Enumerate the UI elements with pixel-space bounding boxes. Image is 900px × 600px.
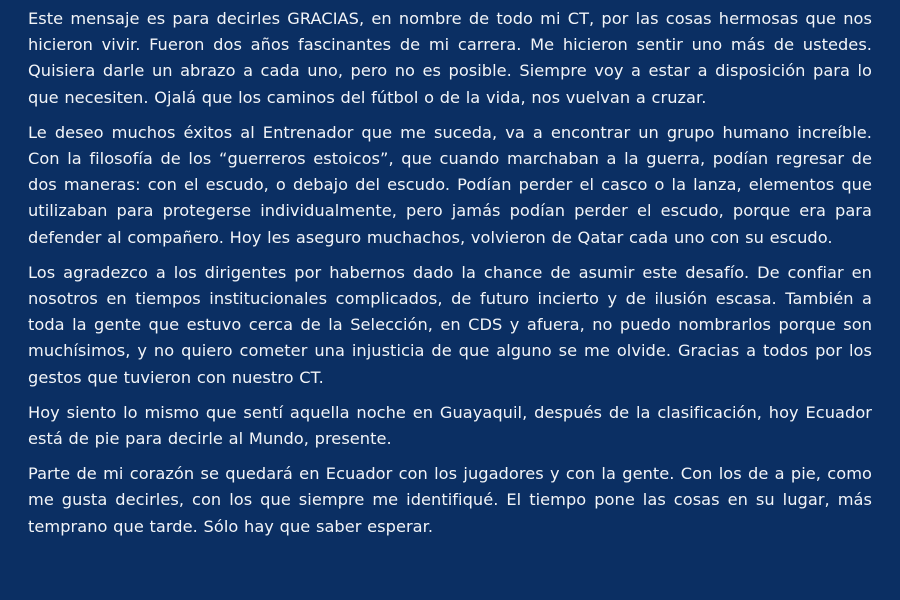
letter-paragraph-4: Hoy siento lo mismo que sentí aquella noche en Guayaquil, después de la clasificación, hoy Ecuador está de pie para decirle al Mundo, presente. [28,402,872,449]
letter-paragraph-1: Este mensaje es para decirles GRACIAS, en nombre de todo mi CT, por las cosas hermosas que nos hicieron vivir. Fueron dos años fascinantes de mi carrera. Me hicieron sentir uno más de ustedes. Quisiera darle un abrazo a cada uno, pero no es posible. Siempre voy a estar a disposición para lo que necesiten. Ojalá que los caminos del fútbol o de la vida, nos vuelvan a cruzar. [28,9,872,107]
letter-paragraph-2: Le deseo muchos éxitos al Entrenador que me suceda, va a encontrar un grupo humano increíble. Con la filosofía de los “guerreros estoicos”, que cuando marchaban a la guerra, podían regresar de dos maneras: con el escudo, o debajo del escudo. Podían perder el casco o la lanza, elementos que utilizaban para protegerse individualmente, pero jamás podían perder el escudo, porque era para defender al compañero. Hoy les aseguro muchachos, volvieron de Qatar cada uno con su escudo. [28,122,872,247]
letter-paragraph-3: Los agradezco a los dirigentes por habernos dado la chance de asumir este desafío. De confiar en nosotros en tiempos institucionales complicados, de futuro incierto y de ilusión escasa. También a toda la gente que estuvo cerca de la Selección, en CDS y afuera, no puedo nombrarlos porque son muchísimos, y no quiero cometer una injusticia de que alguno se me olvide. Gracias a todos por los gestos que tuvieron con nuestro CT. [28,262,872,387]
letter-paragraph-5: Parte de mi corazón se quedará en Ecuador con los jugadores y con la gente. Con los de a pie, como me gusta decirles, con los que siempre me identifiqué. El tiempo pone las cosas en su lugar, más temprano que tarde. Sólo hay que saber esperar. [28,464,872,536]
